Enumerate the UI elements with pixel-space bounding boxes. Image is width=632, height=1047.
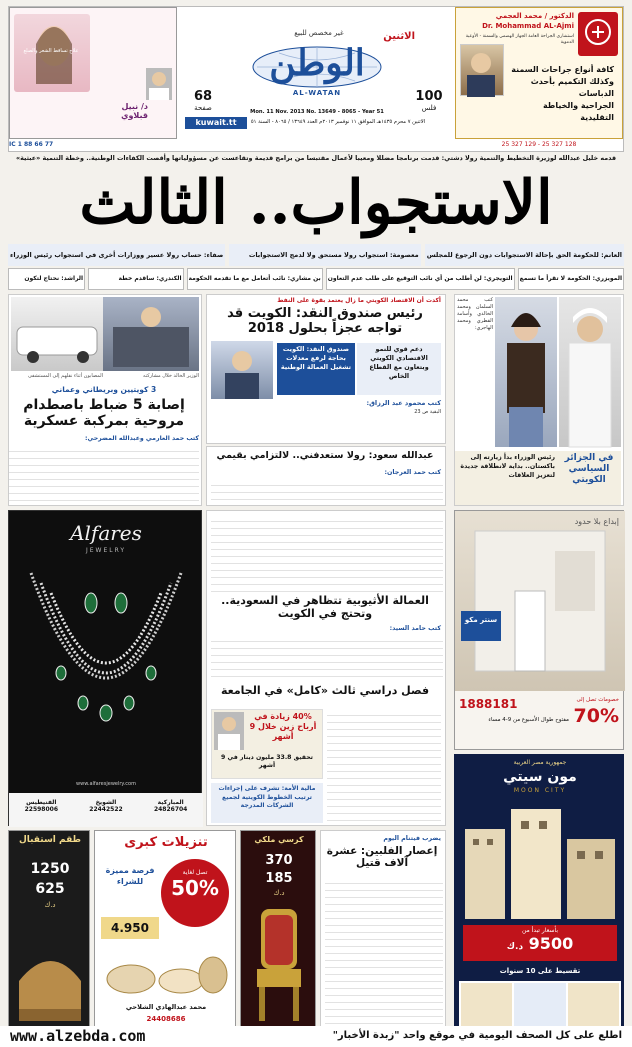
mps-box (455, 451, 621, 505)
tiles-phone[interactable]: 1888181 (459, 697, 518, 711)
phone-left: IC 1 88 66 77 (9, 141, 54, 148)
footer-site[interactable]: www.alzebda.com (10, 1027, 146, 1045)
furniture-title: طقم استقبال (18, 835, 82, 845)
crash-caption-2: المصابون أثناء نقلهم إلى المستشفى (27, 373, 103, 379)
pages-unit: صفحة (194, 104, 212, 112)
story-mps (454, 294, 624, 506)
typhoon-body (325, 877, 443, 1033)
logo-en: AL-WATAN (292, 89, 342, 97)
sub-strip-item: الراشد: نحتاج لتكون (8, 268, 85, 290)
furniture-unit: د.ك (44, 901, 56, 909)
chairs-title: كرسي ملكي (254, 835, 304, 844)
price-unit: فلس (421, 104, 437, 112)
chair-icon (249, 905, 309, 1025)
mps-box-sub: رئيس الوزراء بدأ زيارته إلى باكستان.. بداية لانطلاقة جديدة لتعزيز العلاقات (460, 454, 555, 479)
jewelry-branch-3: الفنيطيس 22598006 (24, 799, 59, 813)
ethiopia-headline: العمالة الأثيوبية تتظاهر في السعودية.. وتحتج في الكويت (221, 594, 429, 620)
sub-strip-item: التويجري: لن أطلب من أي نائب التوقيع على طلب عدم التعاون (326, 268, 515, 290)
imf-more: البقية ص 23 (414, 409, 441, 415)
date-line-en: Mon. 11 Nov. 2013 No. 13649 - 8065 - Year 51 (250, 109, 384, 115)
partner-logo (514, 983, 565, 1031)
sale-phone[interactable]: 24408686 (146, 1015, 186, 1023)
tiles-photo (455, 511, 625, 691)
tagline: غير مخصص للبيع (294, 29, 344, 37)
sale-special: فرصة مميزة للشراء (105, 866, 155, 886)
sale-title: تنزيلات كبرى (124, 835, 208, 850)
realestate-plan: تقسيط على 10 سنوات (499, 967, 581, 975)
ethiopia-body (211, 635, 443, 681)
doctor-title: الدكتور / محمد العجمي (495, 12, 574, 20)
imf-kicker: أكدت أن الاقتصاد الكويتي ما زال يعتمد بقوة على النفط (277, 297, 441, 304)
sofa-icon (13, 931, 87, 1027)
imf-photo (211, 341, 273, 399)
zain-box (211, 709, 323, 779)
ad-doctor-right[interactable] (455, 7, 623, 139)
ad-realestate[interactable] (454, 754, 624, 1036)
footer-slogan: اطلع على كل الصحف اليومية في موقع واحد "زبدة الأخبار" (332, 1030, 622, 1041)
masthead (8, 6, 624, 152)
doctor-ad-line1: كافة أنواع جراحات السمنة (511, 65, 614, 74)
center-column (206, 510, 446, 826)
crash-caption-1: الوزير الخالد خلال مشاركته (143, 373, 199, 379)
sale-store: محمد عبدالهادي الشلاحي (125, 1003, 207, 1011)
imf-headline: رئيس صندوق النقد: الكويت قد تواجه عجزاً بحلول 2018 (227, 306, 423, 336)
crash-photo-1 (103, 297, 199, 371)
ad-jewelry[interactable] (8, 510, 202, 826)
date-line-ar: الاثنين ٧ محرم ١٤٣٥هـ الموافق ١١ نوفمبر ٢٠١٣م العدد ١٣٦٤٩ / ٨٠٦٥ - السنة ٥١ (250, 119, 426, 125)
rula-byline: كتب حمد العرجان: (384, 469, 441, 476)
realestate-country: جمهورية مصر العربية (513, 759, 567, 766)
phone-right: 25 327 129 - 25 327 128 (501, 141, 577, 148)
story-rula (206, 446, 446, 506)
zain-headline: 40% زيادة في أرباح زين خلال 9 أشهر (249, 712, 317, 741)
realestate-brand: مون سيتي (503, 769, 577, 785)
ad-doctor-left[interactable] (9, 7, 177, 139)
doctor-desc: استشاري الجراحة العامة الجهاز الهضمي والسمنة - الأوعية الدموية (465, 34, 574, 45)
mps-box-title: في الجزائر السياسي الكويتي (564, 453, 614, 485)
furniture-price2: 625 (35, 881, 65, 897)
doctor-ad-line3: الجراحية والخياطة التقليدية (542, 101, 614, 122)
chiefs-box (211, 783, 323, 823)
tableware-icon (101, 943, 231, 999)
doctor-ad-line2: وكذلك التكميم بأحدث الدباسات (530, 77, 614, 98)
price-number: 100 (415, 89, 443, 104)
top-strap: قدمه خليل عبدالله لوزيرة التخطيط والتنمية رولا دشتي: قدمت برنامجا مضللا ومعيبا لأعمال مقتبسا من برامج قديمة وتقاعست عن مسؤولياتها وأقصت الكفاءات الوطنية.. وخطة التنمية «عبثية» (15, 154, 617, 162)
doctor-left-photo (146, 68, 172, 100)
ad-sale[interactable] (94, 830, 236, 1034)
partner-logo (568, 983, 619, 1031)
doctor-photo (460, 44, 504, 96)
realestate-price-label: بأسعار تبدأ من (521, 927, 559, 934)
crash-photo-2 (11, 297, 103, 371)
doctor-left-name: د/ نبيل قبلاوي (121, 102, 148, 120)
jewelry-branches (9, 793, 203, 827)
doctor-name-en: Dr. Mohammad AL-Ajmi (482, 22, 574, 30)
chairs-price2: 185 (265, 871, 293, 886)
jewelry-url[interactable]: www.alfaresjewelry.com (76, 781, 136, 787)
imf-byline: كتب محمود عبد الرزاق: (366, 399, 441, 407)
sale-discount: 50% (171, 876, 219, 900)
sub-strip-item: معصومة: استجواب رولا مستحق ولا لدمج الاستجوابات (229, 244, 420, 266)
doctor-left-subtitle: علاج تساقط الشعر والصلع (23, 48, 79, 54)
jewelry-branch-2: الشويخ 22442522 (89, 799, 123, 813)
chairs-unit: د.ك (273, 889, 285, 897)
realestate-brand-en: MOON CITY (513, 787, 567, 794)
sub-strip-item: الكندري: ساقدم خطة (88, 268, 183, 290)
jewelry-brand: Alfares (70, 521, 142, 545)
sale-discount-pre: تصل لغاية (182, 869, 208, 876)
realestate-price: 9500 د.ك (506, 934, 574, 953)
imf-box-2: دعم قوي للنمو الاقتصادي الكويتي وبتعاون مع القطاع الخاص (357, 343, 441, 395)
tiles-hours: مفتوح طوال الأسبوع من 9-4 مساء (488, 717, 569, 723)
weekday: الاثنين (383, 31, 415, 42)
logo[interactable] (219, 27, 415, 105)
semester-headline: فصل دراسي ثالث «كامل» في الجامعة (220, 684, 430, 697)
tiles-company: سنتر مكو (461, 611, 501, 641)
ad-chairs[interactable] (240, 830, 316, 1034)
sub-strip-item: بن مشاري: نائب أتعامل مع ما تقدمه الحكومة (187, 268, 323, 290)
semester-body (327, 709, 441, 823)
sub-strip-2 (8, 268, 624, 290)
ad-furniture[interactable] (8, 830, 90, 1034)
mps-kicker: كتب محمد السلمان ومحمد الخالدي وأسامة القطري ومحمد الهاجري: (457, 297, 493, 331)
sub-strip-1 (8, 244, 624, 266)
furniture-price1: 1250 (30, 861, 70, 877)
pages-number: 68 (193, 89, 213, 104)
clinic-logo-icon (578, 12, 618, 56)
partner-logo (461, 983, 512, 1031)
sub-strip-item: صفاء: حساب رولا عسير ووزارات أخرى في استجواب رئيس الوزراء (8, 244, 225, 266)
imf-box-1: صندوق النقد: الكويت بحاجة لرفع معدلات تشغيل العمالة الوطنية (277, 343, 355, 395)
ad-tiles[interactable] (454, 510, 624, 750)
ethiopia-byline: كتب حامد السيد: (389, 625, 441, 632)
doctor-ad-copy (510, 64, 614, 124)
necklace-icon (21, 563, 191, 773)
sale-price: 4.950 (101, 917, 159, 939)
sale-discount-badge (161, 859, 229, 927)
chairs-price1: 370 (265, 853, 293, 868)
rula-headline: عبدالله سعود: رولا ستعدفني.. لالتزامي بقيمي (216, 450, 434, 461)
zain-sub: تحقيق 33.8 مليون دينار في 9 أشهر (221, 754, 313, 769)
crash-kicker: 3 كويتيين وبريطاني وعماني (51, 385, 157, 394)
ethiopia-body-top (211, 515, 443, 593)
crash-headline: إصابة 5 ضباط باصطدام مروحية بمركبة عسكرية (23, 397, 185, 430)
jewelry-branch-1: المباركية 24826704 (153, 799, 188, 813)
photo-mp-2 (495, 297, 557, 447)
buildings-icon (459, 799, 621, 919)
crash-byline: كتب حمد العارمي وعبدالله المضرحي: (84, 435, 199, 442)
main-headline: الاستجواب.. الثالث (79, 168, 553, 238)
crash-body (9, 445, 199, 503)
rula-body (211, 479, 443, 505)
story-crash (8, 294, 202, 506)
story-typhoon (320, 830, 446, 1036)
realestate-price-box (463, 925, 617, 961)
jewelry-brand-sub: JEWELRY (85, 547, 127, 554)
tiles-discount-note: خصومات تصل إلى (576, 697, 619, 703)
tiles-discount: 70% (573, 705, 619, 727)
typhoon-kicker: يضرب فيتنام اليوم (383, 835, 441, 842)
zain-photo (214, 712, 244, 750)
tiles-brand: إبداع بلا حدود (574, 517, 619, 526)
typhoon-headline: إعصار الفلبين: عشرة آلاف قتيل (326, 845, 438, 870)
photo-mp-1 (559, 297, 621, 447)
story-imf (206, 294, 446, 444)
footer (0, 1026, 632, 1047)
chiefs-headline: مالية الأمة: تشرف على إجراءات ترتيب الخطوط الكويتية لجميع الشركات المدرجة (218, 785, 316, 809)
sub-strip-item: العانم: للحكومة الحق بإحالة الاستجوابات دون الرجوع للمجلس (425, 244, 624, 266)
sub-strip-item: المويزري: الحكومة لا تقرأ ما تسمع (518, 268, 624, 290)
logo-text: الوطن (269, 42, 365, 84)
website-badge[interactable]: kuwait.tt (185, 117, 247, 129)
